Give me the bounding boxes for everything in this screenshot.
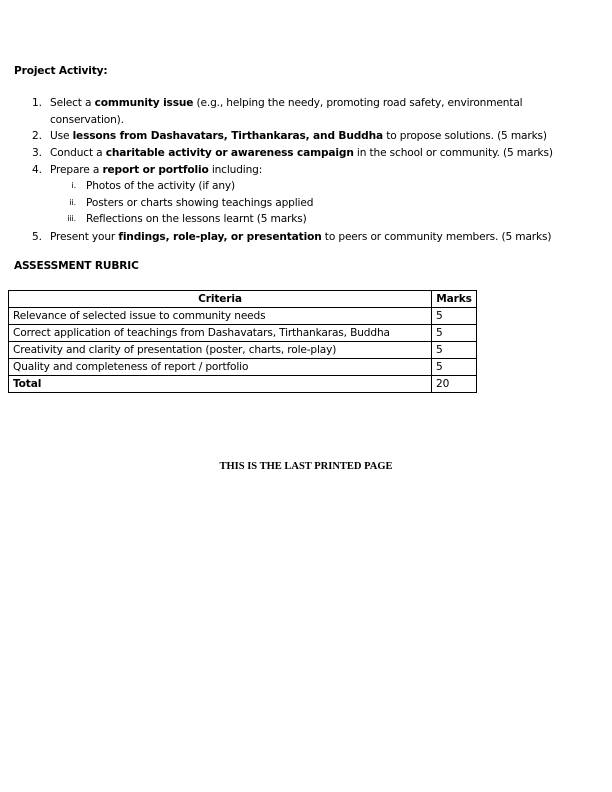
item-number: 4. — [32, 164, 42, 176]
table-row — [9, 342, 477, 359]
marks-cell: 5 — [432, 308, 477, 325]
total-value: 20 — [432, 376, 477, 393]
item-text: Prepare a — [50, 164, 103, 176]
item-text: Posters or charts showing teachings applied — [86, 197, 314, 209]
list-item — [32, 145, 553, 162]
item-text: conservation). — [50, 113, 124, 126]
total-row — [9, 376, 477, 393]
sub-list-item — [67, 211, 307, 228]
header-marks: Marks — [432, 291, 477, 308]
criteria-cell: Quality and completeness of report / portfolio — [9, 359, 432, 376]
section-title: Project Activity: — [14, 65, 108, 77]
item-number: 5. — [32, 231, 42, 243]
item-text: to peers or community members. (5 marks) — [321, 231, 552, 243]
item-text: in the school or community. (5 marks) — [353, 147, 553, 159]
list-item — [32, 229, 552, 246]
item-text: Conduct a — [50, 147, 106, 159]
rubric-table — [8, 290, 477, 393]
item-number: i. — [71, 181, 76, 190]
list-item — [32, 128, 547, 145]
item-text: Present your — [50, 231, 119, 243]
criteria-cell: Relevance of selected issue to community needs — [9, 308, 432, 325]
table-row — [9, 308, 477, 325]
list-item — [32, 162, 263, 179]
item-bold: community issue — [94, 97, 194, 109]
item-bold: findings, role-play, or presentation — [118, 231, 322, 243]
item-number: 2. — [32, 130, 42, 142]
item-number: ii. — [69, 198, 76, 207]
sub-list-item — [71, 178, 235, 195]
marks-cell: 5 — [432, 325, 477, 342]
item-bold: report or portfolio — [102, 164, 209, 176]
table-header-row — [9, 291, 477, 308]
rubric-heading: ASSESSMENT RUBRIC — [14, 260, 139, 272]
item-bold: charitable activity or awareness campaign — [105, 147, 354, 159]
item-text: (e.g., helping the needy, promoting road safety, environmental — [193, 97, 523, 109]
footer-note: THIS IS THE LAST PRINTED PAGE — [219, 461, 393, 472]
marks-cell: 5 — [432, 342, 477, 359]
item-number: 1. — [32, 97, 42, 109]
item-text: to propose solutions. (5 marks) — [383, 130, 547, 142]
item-text: including: — [208, 164, 263, 176]
item-bold: lessons from Dashavatars, Tirthankaras, and Buddha — [72, 130, 383, 142]
criteria-cell: Creativity and clarity of presentation (poster, charts, role-play) — [9, 342, 432, 359]
item-number: iii. — [67, 214, 76, 223]
item-text: Photos of the activity (if any) — [86, 180, 235, 192]
item-text: Use — [50, 130, 73, 142]
item-text: Select a — [50, 97, 95, 109]
marks-cell: 5 — [432, 359, 477, 376]
sub-list-item — [69, 195, 314, 212]
total-label: Total — [9, 376, 432, 393]
header-criteria: Criteria — [9, 291, 432, 308]
item-number: 3. — [32, 147, 42, 159]
item-text: Reflections on the lessons learnt (5 marks) — [86, 213, 307, 225]
table-row — [9, 359, 477, 376]
list-item — [32, 95, 523, 129]
table-row — [9, 325, 477, 342]
criteria-cell: Correct application of teachings from Dashavatars, Tirthankaras, Buddha — [9, 325, 432, 342]
